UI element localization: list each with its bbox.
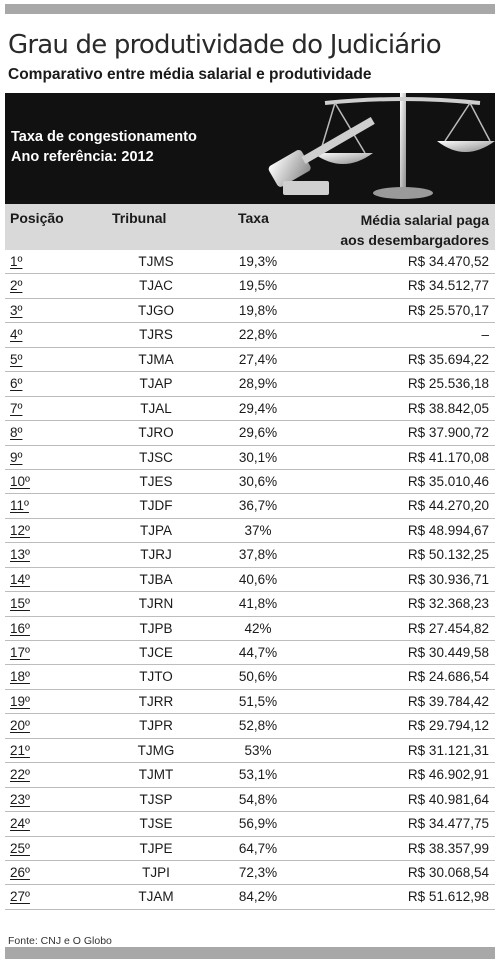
cell-rate: 72,3% (238, 864, 278, 880)
cell-rate: 54,8% (238, 791, 278, 807)
cell-salary: R$ 30.068,54 (407, 864, 489, 880)
table-row (5, 861, 495, 885)
cell-tribunal: TJMA (138, 351, 174, 367)
cell-rate: 28,9% (238, 376, 278, 392)
cell-rate: 42% (244, 620, 272, 636)
cell-rate: 22,8% (238, 327, 278, 343)
cell-position: 3º (10, 302, 23, 318)
cell-position: 9º (10, 449, 23, 465)
cell-salary: R$ 34.477,75 (407, 816, 489, 832)
cell-salary: R$ 38.842,05 (407, 400, 489, 416)
table-row (5, 739, 495, 763)
cell-salary: R$ 30.936,71 (407, 571, 489, 587)
table-row (5, 690, 495, 714)
cell-salary: – (481, 327, 489, 343)
cell-rate: 36,7% (238, 498, 278, 514)
cell-salary: R$ 34.470,52 (407, 254, 489, 269)
cell-salary: R$ 38.357,99 (407, 840, 489, 856)
top-rule (5, 4, 495, 14)
cell-tribunal: TJRR (138, 693, 174, 709)
cell-rate: 30,6% (238, 473, 278, 489)
cell-position: 14º (10, 571, 30, 587)
cell-rate: 56,9% (238, 816, 278, 832)
cell-salary: R$ 24.686,54 (407, 669, 489, 685)
table-row (5, 446, 495, 470)
cell-rate: 37% (244, 522, 272, 538)
header-salary (340, 210, 489, 250)
cell-position: 25º (10, 840, 30, 856)
cell-position: 22º (10, 767, 30, 783)
cell-rate: 40,6% (238, 571, 278, 587)
cell-tribunal: TJTO (139, 669, 173, 685)
cell-salary: R$ 46.902,91 (407, 767, 489, 783)
cell-position: 11º (10, 498, 29, 514)
table-row (5, 592, 495, 616)
cell-rate: 53% (244, 742, 272, 758)
cell-rate: 64,7% (238, 840, 278, 856)
cell-tribunal: TJRS (139, 327, 173, 343)
cell-rate: 44,7% (238, 645, 278, 660)
cell-rate: 41,8% (238, 596, 278, 612)
table-row (5, 323, 495, 347)
cell-position: 7º (10, 400, 23, 416)
cell-salary: R$ 25.536,18 (407, 376, 489, 392)
cell-tribunal: TJPR (139, 718, 173, 734)
cell-position: 2º (10, 278, 23, 294)
cell-rate: 37,8% (238, 547, 278, 563)
cell-salary: R$ 39.784,42 (407, 693, 489, 709)
table-row (5, 470, 495, 494)
header-position: Posição (10, 210, 64, 226)
cell-tribunal: TJDF (139, 498, 173, 514)
cell-rate: 51,5% (238, 693, 278, 709)
cell-position: 12º (10, 522, 30, 538)
page-title: Grau de produtividade do Judiciário (8, 30, 441, 60)
header-salary-line-2: aos desembargadores (340, 232, 489, 248)
cell-rate: 53,1% (238, 767, 278, 783)
cell-salary: R$ 35.010,46 (407, 473, 489, 489)
cell-position: 24º (10, 816, 30, 832)
cell-rate: 52,8% (238, 718, 278, 734)
cell-tribunal: TJAM (138, 889, 174, 905)
cell-position: 20º (10, 718, 30, 734)
cell-tribunal: TJCE (139, 645, 173, 660)
cell-salary: R$ 37.900,72 (407, 425, 489, 441)
cell-salary: R$ 34.512,77 (407, 278, 489, 294)
cell-tribunal: TJAL (140, 400, 172, 416)
cell-position: 27º (10, 889, 30, 905)
cell-salary: R$ 27.454,82 (407, 620, 489, 636)
cell-tribunal: TJPA (139, 522, 172, 538)
cell-position: 4º (10, 327, 23, 343)
cell-salary: R$ 32.368,23 (407, 596, 489, 612)
cell-rate: 19,3% (238, 254, 278, 269)
cell-tribunal: TJPE (139, 840, 173, 856)
header-tribunal: Tribunal (112, 210, 167, 226)
cell-position: 1º (10, 254, 23, 269)
cell-salary: R$ 35.694,22 (407, 351, 489, 367)
banner (5, 93, 495, 204)
cell-tribunal: TJMT (138, 767, 174, 783)
cell-tribunal: TJAP (139, 376, 173, 392)
cell-tribunal: TJSC (139, 449, 173, 465)
cell-salary: R$ 41.170,08 (407, 449, 489, 465)
table-row (5, 617, 495, 641)
cell-position: 13º (10, 547, 30, 563)
table-row (5, 397, 495, 421)
cell-position: 26º (10, 864, 30, 880)
cell-rate: 30,1% (238, 449, 278, 465)
table-row (5, 568, 495, 592)
banner-line-2: Ano referência: 2012 (11, 149, 154, 165)
cell-salary: R$ 29.794,12 (407, 718, 489, 734)
cell-rate: 27,4% (238, 351, 278, 367)
cell-tribunal: TJPI (142, 864, 170, 880)
cell-rate: 84,2% (238, 889, 278, 905)
table-row (5, 372, 495, 396)
page-subtitle: Comparativo entre média salarial e produtividade (8, 66, 372, 83)
cell-tribunal: TJRO (138, 425, 174, 441)
gavel-and-scales-icon (265, 93, 495, 204)
cell-position: 8º (10, 425, 23, 441)
cell-tribunal: TJGO (138, 302, 174, 318)
cell-position: 16º (10, 620, 30, 636)
cell-position: 10º (10, 473, 30, 489)
cell-position: 15º (10, 596, 30, 612)
cell-position: 6º (10, 376, 23, 392)
table-row (5, 274, 495, 298)
cell-tribunal: TJMG (137, 742, 175, 758)
cell-tribunal: TJMS (138, 254, 174, 269)
cell-rate: 50,6% (238, 669, 278, 685)
cell-salary: R$ 30.449,58 (407, 645, 489, 660)
cell-tribunal: TJRJ (140, 547, 172, 563)
table-body (5, 250, 495, 910)
table-row (5, 348, 495, 372)
cell-position: 18º (10, 669, 30, 685)
table-row (5, 714, 495, 738)
cell-salary: R$ 51.612,98 (407, 889, 489, 905)
cell-tribunal: TJSP (139, 791, 173, 807)
table-row (5, 885, 495, 909)
banner-line-1: Taxa de congestionamento (11, 129, 197, 145)
cell-salary: R$ 44.270,20 (407, 498, 489, 514)
table-header (5, 204, 495, 250)
header-salary-line-1: Média salarial paga (360, 212, 489, 228)
cell-salary: R$ 40.981,64 (407, 791, 489, 807)
cell-tribunal: TJSE (139, 816, 173, 832)
cell-position: 17º (10, 645, 30, 660)
cell-tribunal: TJES (139, 473, 173, 489)
cell-position: 5º (10, 351, 23, 367)
cell-position: 21º (10, 742, 30, 758)
table-row (5, 519, 495, 543)
cell-tribunal: TJPB (139, 620, 173, 636)
cell-rate: 19,8% (238, 302, 278, 318)
cell-rate: 29,4% (238, 400, 278, 416)
table-row (5, 763, 495, 787)
header-rate: Taxa (238, 210, 269, 226)
source-note: Fonte: CNJ e O Globo (8, 935, 112, 947)
cell-rate: 19,5% (238, 278, 278, 294)
cell-salary: R$ 48.994,67 (407, 522, 489, 538)
banner-text (11, 127, 197, 167)
table-row (5, 665, 495, 689)
table-row (5, 421, 495, 445)
cell-tribunal: TJRN (138, 596, 174, 612)
table-row (5, 812, 495, 836)
cell-tribunal: TJAC (139, 278, 173, 294)
cell-tribunal: TJBA (139, 571, 173, 587)
cell-salary: R$ 50.132,25 (407, 547, 489, 563)
cell-salary: R$ 25.570,17 (407, 302, 489, 318)
cell-position: 23º (10, 791, 30, 807)
bottom-rule (5, 947, 495, 959)
cell-rate: 29,6% (238, 425, 278, 441)
table-row (5, 837, 495, 861)
cell-position: 19º (10, 693, 30, 709)
table-row (5, 543, 495, 567)
table-row (5, 494, 495, 518)
table-row (5, 250, 495, 274)
table-row (5, 788, 495, 812)
table-row (5, 299, 495, 323)
cell-salary: R$ 31.121,31 (407, 742, 489, 758)
table-row (5, 641, 495, 665)
